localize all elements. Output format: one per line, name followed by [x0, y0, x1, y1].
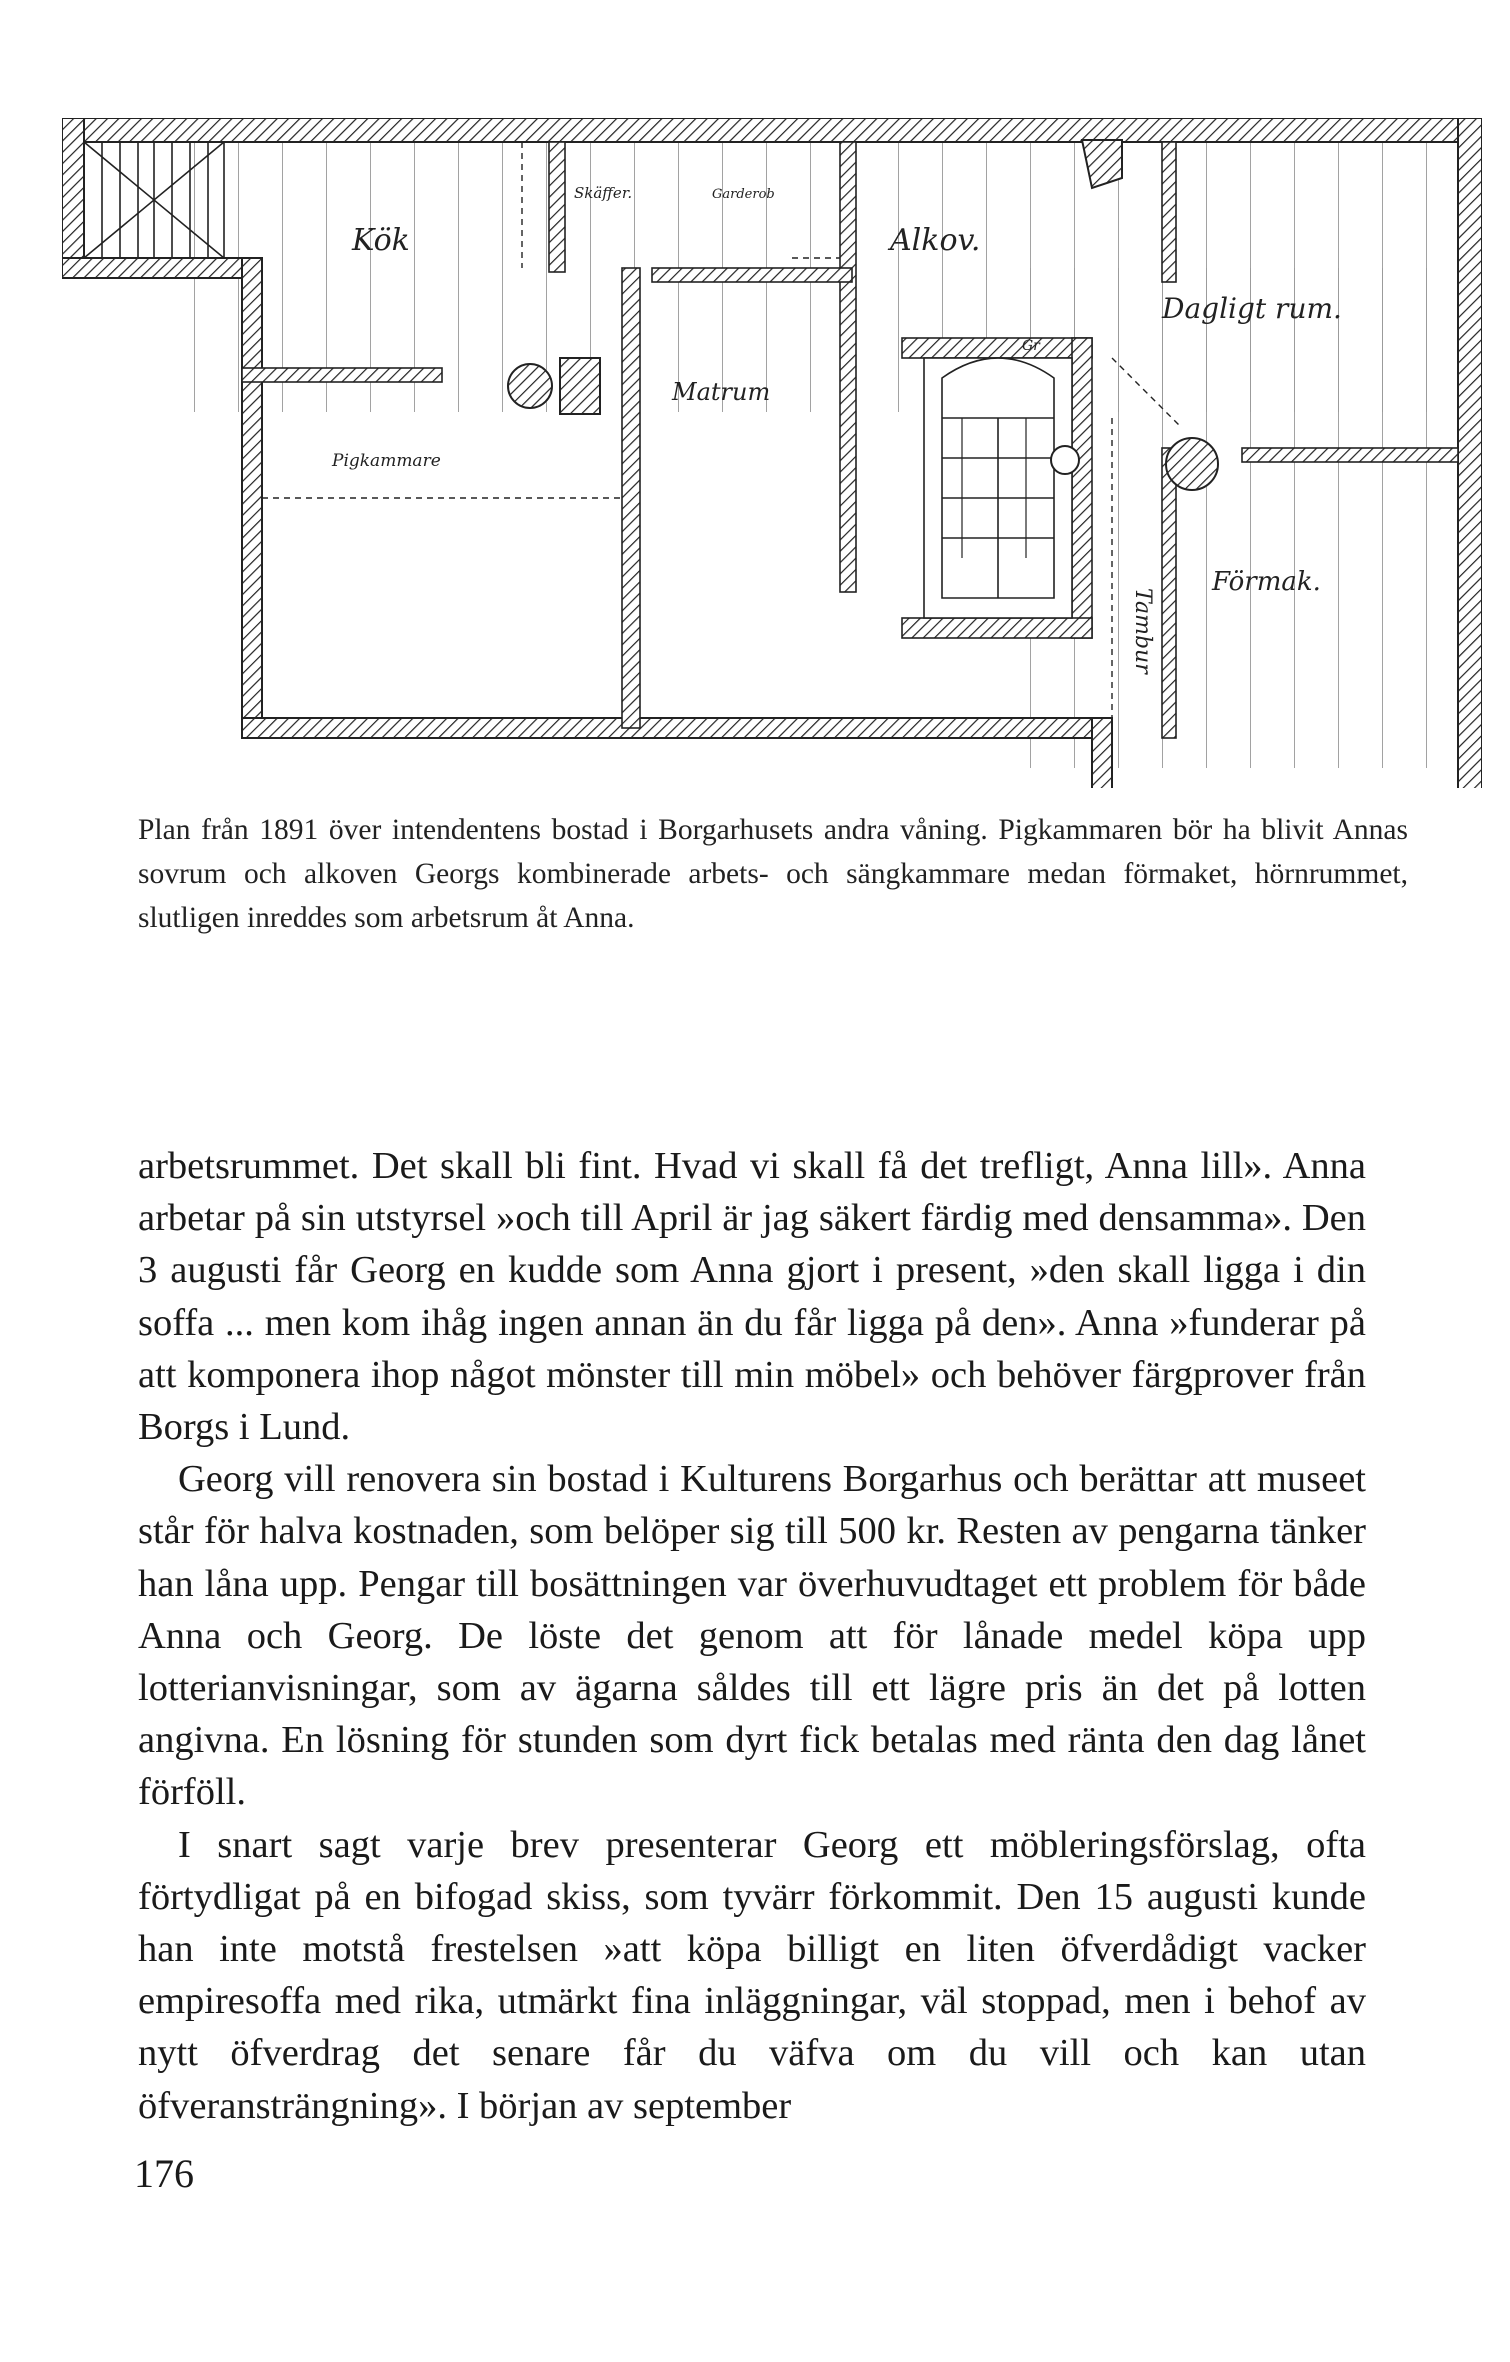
- page-number: 176: [134, 2151, 194, 2196]
- room-label-skafferi: Skäffer.: [574, 184, 633, 202]
- body-text: [138, 1140, 1366, 2132]
- room-label-matrum: Matrum: [672, 378, 771, 406]
- room-label-pigkammare: Pigkammare: [332, 451, 441, 471]
- paragraph: I snart sagt varje brev presenterar Georg ett möbleringsförslag, ofta förtydligat på en bifogad skiss, som tyvärr förkommit. Den 15 augusti kunde han inte motstå frestelsen »att köpa billigt en liten öfverdådigt vacker empiresoffa med rika, utmärkt fina inläggningar, väl stoppad, men i behof av nytt öfverdrag det senare får du väfva om du vill och kan utan öfveransträngning». I början av september: [138, 1823, 1366, 2127]
- figure-caption: Plan från 1891 över intendentens bostad i Borgarhusets andra våning. Pigkammaren bör ha blivit Annas sovrum och alkoven Georgs kombinerade arbets- och sängkammare medan förmaket, hörnrummet, slutligen inreddes som arbetsrum åt Anna.: [138, 814, 1408, 934]
- room-label-formak: Förmak.: [1212, 567, 1321, 597]
- room-label-garderob: Garderob: [712, 187, 775, 202]
- room-label-kok: Kök: [352, 223, 410, 258]
- paragraph: Georg vill renovera sin bostad i Kulturens Borgarhus och berättar att museet står för halva kostnaden, som belöper sig till 500 kr. Resten av pengarna tänker han låna upp. Pengar till bosättningen var överhuvudtaget ett problem för både Anna och Georg. De löste det genom att för lånade medel köpa upp lotterianvisningar, som av ägarna såldes till ett lägre pris än det på lotten angivna. En lösning för stunden som dyrt fick betalas med ränta den dag lånet förföll.: [138, 1458, 1366, 1814]
- room-label-alkov: Alkov.: [890, 223, 981, 258]
- floor-plan-drawing: [62, 118, 1482, 788]
- paragraph: arbetsrummet. Det skall bli fint. Hvad vi skall få det trefligt, Anna lill». Anna arbetar på sin utstyrsel »och till April är jag säkert färdig med densamma». Den 3 augusti får Georg en kudde som Anna gjort i present, »den skall ligga i din soffa ... men kom ihåg ingen annan än du får ligga på den». Anna »funderar på att komponera ihop något mönster till min möbel» och behöver färgprover från Borgs i Lund.: [138, 1145, 1366, 1449]
- floor-plan-svg: [62, 118, 1482, 788]
- stair-central: [924, 358, 1072, 618]
- room-label-tambur: Tambur: [1130, 588, 1155, 674]
- room-label-gr: Gr: [1022, 338, 1040, 354]
- room-label-dagligt-rum: Dagligt rum.: [1162, 292, 1342, 325]
